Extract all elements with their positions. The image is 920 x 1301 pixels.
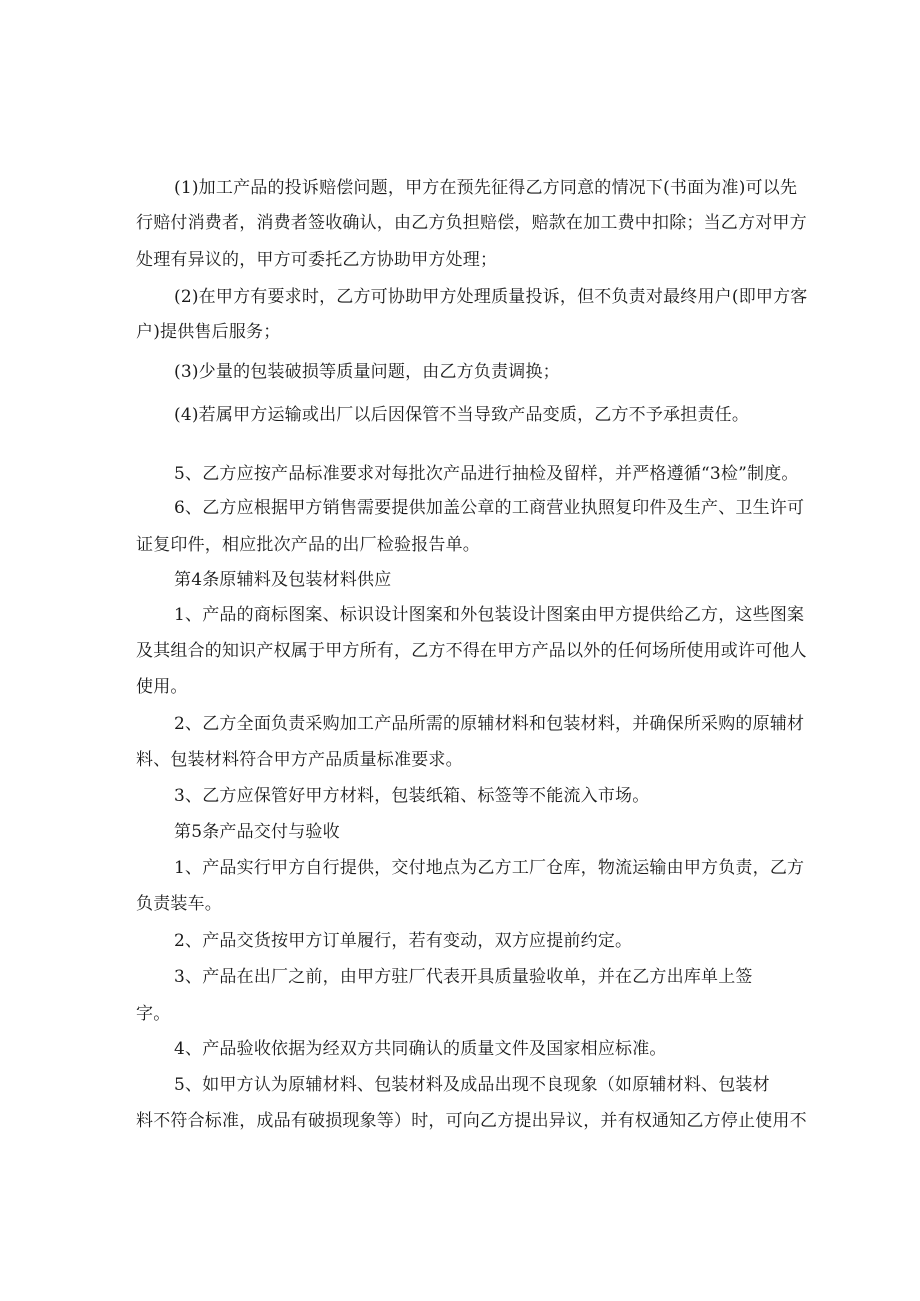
text-line: 1、产品实行甲方自行提供，交付地点为乙方工厂仓库，物流运输由甲方负责，乙方 [174, 858, 805, 878]
text-line: 行赔付消费者，消费者签收确认，由乙方负担赔偿，赔款在加工费中扣除；当乙方对甲方 [136, 213, 807, 233]
text-line: 4、产品验收依据为经双方共同确认的质量文件及国家相应标准。 [174, 1039, 667, 1059]
text-line: 3、产品在出厂之前，由甲方驻厂代表开具质量验收单，并在乙方出库单上签 [174, 967, 753, 987]
text-line: 6、乙方应根据甲方销售需要提供加盖公章的工商营业执照复印件及生产、卫生许可 [174, 498, 805, 518]
text-line: (4)若属甲方运输或出厂以后因保管不当导致产品变质，乙方不予承担责任。 [174, 405, 750, 425]
text-line: 字。 [136, 1004, 171, 1024]
text-line: (2)在甲方有要求时，乙方可协助甲方处理质量投诉，但不负责对最终用户(即甲方客 [174, 287, 808, 307]
text-line: 5、如甲方认为原辅材料、包装材料及成品出现不良现象（如原辅材料、包装材 [174, 1075, 770, 1095]
text-line: 2、产品交货按甲方订单履行，若有变动，双方应提前约定。 [174, 931, 633, 951]
text-line: 5、乙方应按产品标准要求对每批次产品进行抽检及留样，并严格遵循“3检”制度。 [174, 464, 799, 484]
text-line: 3、乙方应保管好甲方材料，包装纸箱、标签等不能流入市场。 [174, 786, 650, 806]
text-line: 负责装车。 [136, 894, 222, 914]
text-line: 使用。 [136, 677, 188, 697]
text-line: (3)少量的包装破损等质量问题，由乙方负责调换； [174, 362, 560, 382]
text-line: (1)加工产品的投诉赔偿问题，甲方在预先征得乙方同意的情况下(书面为准)可以先 [174, 178, 798, 198]
text-line: 料不符合标准，成品有破损现象等）时，可向乙方提出异议，并有权通知乙方停止使用不 [136, 1111, 807, 1131]
section-heading: 第5条产品交付与验收 [174, 822, 340, 842]
text-line: 1、产品的商标图案、标识设计图案和外包装设计图案由甲方提供给乙方，这些图案 [174, 605, 805, 625]
text-line: 户)提供售后服务； [136, 322, 281, 342]
text-line: 2、乙方全面负责采购加工产品所需的原辅材料和包装材料，并确保所采购的原辅材 [174, 714, 805, 734]
section-heading: 第4条原辅料及包装材料供应 [174, 570, 392, 590]
text-line: 证复印件，相应批次产品的出厂检验报告单。 [136, 535, 480, 555]
text-line: 处理有异议的，甲方可委托乙方协助甲方处理； [136, 250, 498, 270]
text-line: 料、包装材料符合甲方产品质量标准要求。 [136, 750, 463, 770]
text-line: 及其组合的知识产权属于甲方所有，乙方不得在甲方产品以外的任何场所使用或许可他人 [136, 641, 807, 661]
